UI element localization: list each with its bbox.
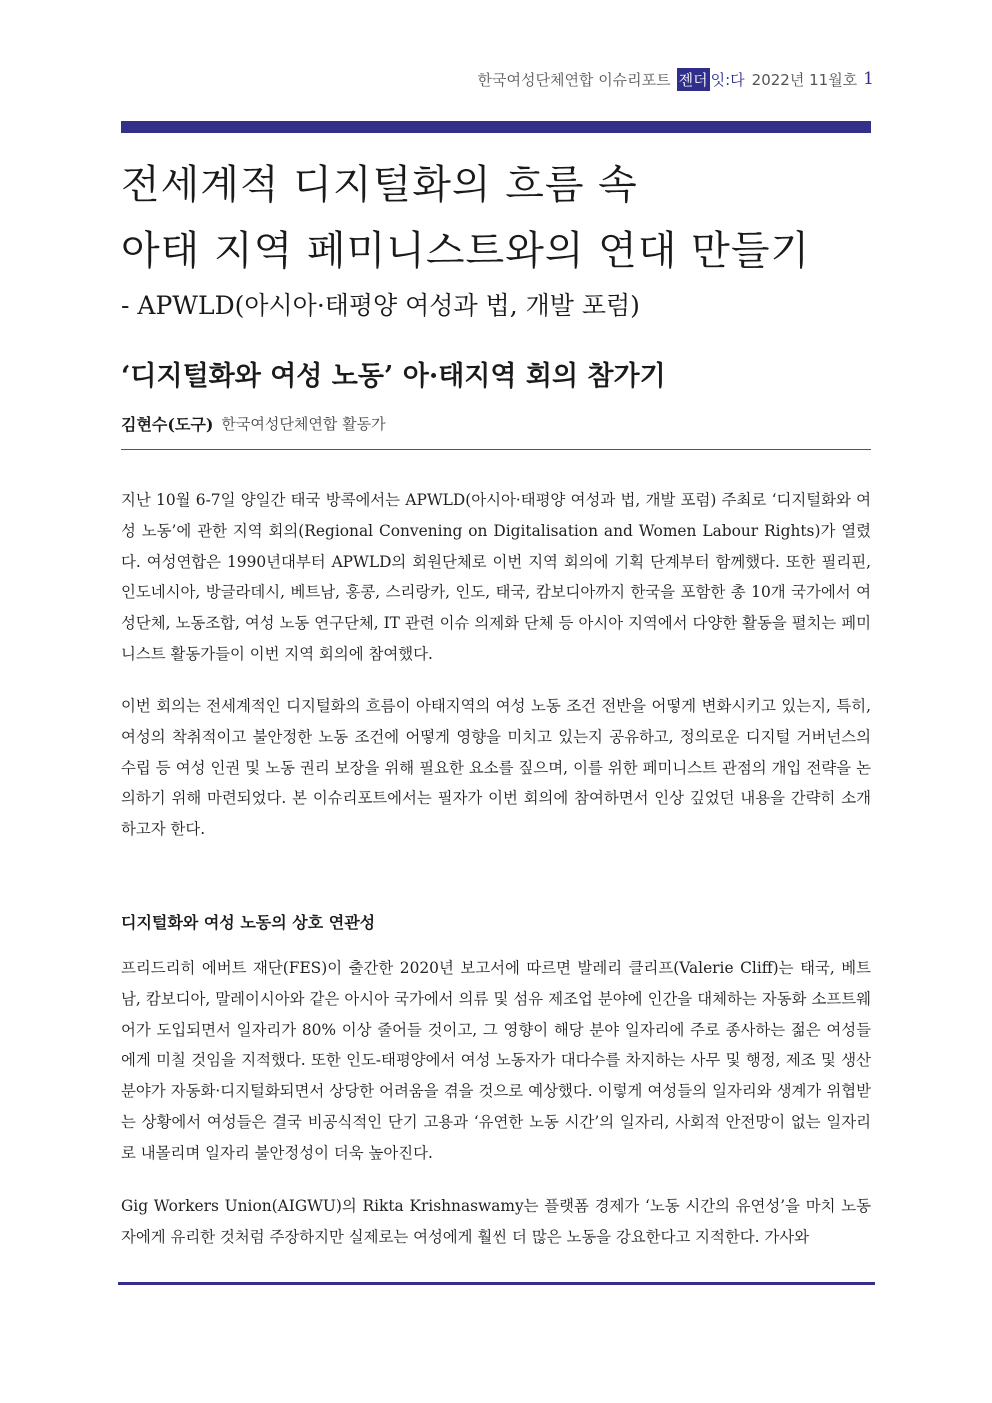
section-paragraph-1: 프리드리히 에버트 재단(FES)이 출간한 2020년 보고서에 따르면 발레리 클리프(Valerie Cliff)는 태국, 베트남, 캄보디아, 말레이시아와 같은 아시아 국가에서 의류 및 섬유 제조업 분야에 인간을 대체하는 자동화 소프트웨어가 도입되면서 일자리가 80% 이상 줄어들 것이고, 그 영향이 해당 분야 일자리에 주로 종사하는 젊은 여성들에게 미칠 것임을 지적했다. 또한 인도-태평양에서 여성 노동자가 대다수를 차지하는 사무 및 행정, 제조 및 생산 분야가 자동화·디지털화되면서 상당한 어려움을 겪을 것으로 예상했다. 이렇게 여성들의 일자리와 생계가 위협받는 상황에서 여성들은 결국 비공식적인 단기 고용과 ‘유연한 노동 시간’의 일자리, 사회적 안전망이 없는 일자리로 내몰리며 일자리 불안정성이 더욱 높아진다. xyxy=(121,959,871,1162)
page-title xyxy=(121,152,881,284)
author-role: 한국여성단체연합 활동가 xyxy=(221,414,386,433)
badge-part-2: 잇:다 xyxy=(710,70,745,89)
author-byline xyxy=(121,412,386,434)
publisher-label: 한국여성단체연합 이슈리포트 xyxy=(477,70,671,89)
section-heading: 디지털화와 여성 노동의 상호 연관성 xyxy=(121,913,376,932)
intro-paragraph-2: 이번 회의는 전세계적인 디지털화의 흐름이 아태지역의 여성 노동 조건 전반을 어떻게 변화시키고 있는지, 특히, 여성의 착취적이고 불안정한 노동 조건에 어떻게 영향을 미치고 있는지 공유하고, 정의로운 디지털 거버넌스의 수립 등 여성 인권 및 노동 권리 보장을 위해 필요한 요소를 짚으며, 이를 위한 페미니스트 관점의 개입 전략을 논의하기 위해 마련되었다. 본 이슈리포트에서는 필자가 이번 회의에 참여하면서 인상 깊었던 내용을 간략히 소개하고자 한다. xyxy=(121,697,871,839)
section-paragraph-2: Gig Workers Union(AIGWU)의 Rikta Krishnaswamy는 플랫폼 경제가 ‘노동 시간의 유연성’을 마치 노동자에게 유리한 것처럼 주장하지만 실제로는 여성에게 훨씬 더 많은 노동을 강요한다고 지적한다. 가사와 xyxy=(121,1197,871,1246)
page-subtitle: - APWLD(아시아·태평양 여성과 법, 개발 포럼) xyxy=(121,291,640,320)
intro-paragraph-1: 지난 10월 6-7일 양일간 태국 방콕에서는 APWLD(아시아·태평양 여성과 법, 개발 포럼) 주최로 ‘디지털화와 여성 노동’에 관한 지역 회의(Regional Convening on Digitalisation and Women Labour Rights)가 열렸다. 여성연합은 1990년대부터 APWLD의 회원단체로 이번 지역 회의에 기획 단계부터 함께했다. 또한 필리핀, 인도네시아, 방글라데시, 베트남, 홍콩, 스리랑카, 인도, 태국, 캄보디아까지 한국을 포함한 총 10개 국가에서 여성단체, 노동조합, 여성 노동 연구단체, IT 관련 이슈 의제화 단체 등 아시아 지역에서 다양한 활동을 펼치는 페미니스트 활동가들이 이번 지역 회의에 참여했다. xyxy=(121,491,871,663)
page-header xyxy=(478,66,875,92)
bottom-accent-bar xyxy=(118,1282,875,1285)
title-line-1: 전세계적 디지털화의 흐름 속 xyxy=(121,162,638,208)
badge-part-1: 젠더 xyxy=(677,68,710,91)
author-name: 김현수(도구) xyxy=(121,414,214,434)
page-number: 1 xyxy=(863,69,874,89)
header-divider xyxy=(121,449,871,450)
session-title: ‘디지털화와 여성 노동’ 아·태지역 회의 참가기 xyxy=(121,361,666,392)
top-accent-bar xyxy=(121,121,871,133)
publication-badge xyxy=(677,68,746,91)
title-line-2: 아태 지역 페미니스트와의 연대 만들기 xyxy=(121,228,811,274)
issue-date: 2022년 11월호 xyxy=(751,70,858,89)
